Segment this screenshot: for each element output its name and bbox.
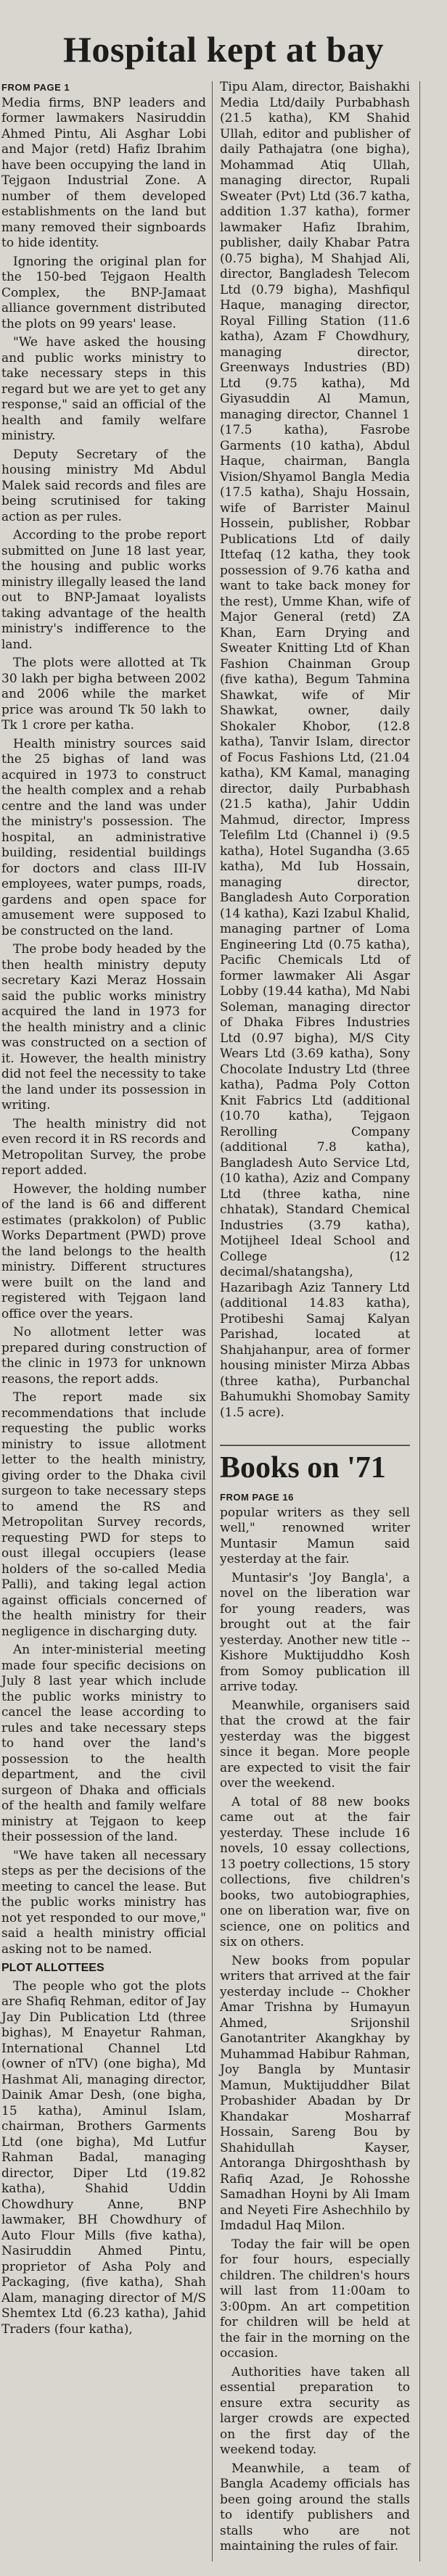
paragraph: New books from popular writers that arrived at the fair yesterday include -- Chokher Amar Trishna by Humayun Ahmed, Srijonshil Ganotantriter Akangkhay by Muhammad Habibur Rahman, Joy Bangla by Muntasir Mamun, Muktijuddher Bilat Probashider Abadan by Dr Khandakar Mosharraf Hossain, Sareng Bou by Shahidullah Kayser, Antoranga Dhirgoshthash by Rafiq Azad, Je Rohosshe Samadhan Hoyni by Ali Imam and Neyeti Fire Ashechhilo by Imdadul Haq Milon. xyxy=(220,1953,410,2233)
paragraph: popular writers as they sell well," renowned writer Muntasir Mamun said yesterday at the fair. xyxy=(220,1505,410,1566)
paragraph: Media firms, BNP leaders and former lawmakers Nasiruddin Ahmed Pintu, Ali Asghar Lobi and Major (retd) Hafiz Ibrahim have been occupying the land in Tejgaon Industrial Zone. A number of them developed establishments on the land but many removed their signboards to hide identity. xyxy=(1,95,206,250)
paragraph: Today the fair will be open for four hours, especially children. The children's hours will last from 11:00am to 3:00pm. An art competition for children will be held at the fair in the morning on the occasion. xyxy=(220,2237,410,2361)
column-divider xyxy=(212,81,213,2561)
paragraph: Muntasir's 'Joy Bangla', a novel on the liberation war for young readers, was brought out at the fair yesterday. Another new title -- Kishore Muktijuddho Kosh from Somoy publication ill arrive today. xyxy=(220,1570,410,1694)
paragraph: Health ministry sources said the 25 bighas of land was acquired in 1973 to construct the health complex and a rehab centre and the land was under the ministry's possession. The hospital, an administrative building, residential buildings for doctors and class III-IV employees, water pumps, roads, gardens and open space for amusement were supposed to be constructed on the land. xyxy=(1,736,206,938)
article-column-2 xyxy=(220,80,410,1424)
paragraph: Ignoring the original plan for the 150-bed Tejgaon Health Complex, the BNP-Jamaat alliance government distributed the plots on 99 years' lease. xyxy=(1,254,206,331)
headline: Hospital kept at bay xyxy=(62,28,384,70)
paragraph: According to the probe report submitted on June 18 last year, the housing and public works ministry illegally leased the land out to BNP-Jamaat loyalists taking advantage of the health ministry's indifference to the land. xyxy=(1,528,206,652)
paragraph: Authorities have taken all essential preparation to ensure extra security as larger crowds are expected on the first day of the weekend today. xyxy=(220,2364,410,2457)
books-article xyxy=(220,1450,410,2558)
section-divider xyxy=(220,1445,410,1446)
paragraph: "We have taken all necessary steps as per the decisions of the meeting to cancel the lease. But the public works ministry has not yet responded to our move," said a health ministry official asking not to be named. xyxy=(1,1848,206,1957)
paragraph: The probe body headed by the then health ministry deputy secretary Kazi Meraz Hossain said the public works ministry acquired the land in 1973 for the health ministry and a clinic was constructed on a section of it. However, the health ministry did not feel the necessity to take the land under its possession in writing. xyxy=(1,942,206,1112)
paragraph: No allotment letter was prepared during construction of the clinic in 1973 for unknown reasons, the report adds. xyxy=(1,1325,206,1387)
paragraph: The health ministry did not even record it in RS records and Metropolitan Survey, the probe report added. xyxy=(1,1116,206,1178)
paragraph: Deputy Secretary of the housing ministry Md Abdul Malek said records and files are being scrutinised for taking action as per rules. xyxy=(1,447,206,524)
books-headline: Books on '71 xyxy=(220,1451,386,1485)
right-edge-divider xyxy=(419,81,420,2561)
paragraph: The report made six recommendations that include requesting the public works ministry to issue allotment letter to the health ministry, giving order to the Dhaka civil surgeon to take necessary steps to amend the RS and Metropolitan Survey records, requesting PWD for steps to oust illegal occupiers (lease holders of the so-called Media Palli), and taking legal action against officials concerned of the health ministry for their negligence in discharging duty. xyxy=(1,1390,206,1639)
paragraph: Meanwhile, a team of Bangla Academy officials has been going around the stalls to identify publishers and stalls who are not maintaining the rules of fair. xyxy=(220,2461,410,2554)
paragraph: The people who got the plots are Shafiq Rehman, editor of Jay Jay Din Publication Ltd (three bighas), M Enayetur Rahman, International Channel Ltd (owner of nTV) (one bigha), Md Hashmat Ali, managing director, Dainik Amar Desh, (one bigha, 15 katha), Aminul Islam, chairman, Brothers Garments Ltd (one bigha), Md Lutfur Rahman Badal, managing director, Diper Ltd (19.82 katha), Shahid Uddin Chowdhury Anne, BNP lawmaker, BH Chowdhury of Auto Flour Mills (five katha), Nasiruddin Ahmed Pintu, proprietor of Asha Poly and Packaging, (five katha), Shah Alam, managing director of M/S Shemtex Ltd (6.23 katha), Jahid Traders (four katha), xyxy=(1,1978,206,2337)
paragraph: A total of 88 new books came out at the fair yesterday. These include 16 novels, 10 essay collections, 13 poetry collections, 15 story collections, five children's books, two autobiographies, one on liberation war, five on science, one on politics and six on others. xyxy=(220,1794,410,1949)
paragraph: The plots were allotted at Tk 30 lakh per bigha between 2002 and 2006 while the market price was around Tk 50 lakh to Tk 1 crore per katha. xyxy=(1,656,206,732)
paragraph: An inter-ministerial meeting made four specific decisions on July 8 last year which include the public works ministry to cancel the lease according to rules and take necessary steps to hand over the land's possession to the health department, and the civil surgeon of Dhaka and officials of the health and family welfare ministry at Tejgaon to keep their possession of the land. xyxy=(1,1643,206,1844)
article-column-1 xyxy=(1,80,206,2340)
dateline: FROM PAGE 1 xyxy=(1,82,70,93)
paragraph: However, the holding number of the land is 66 and different estimates (prakkolon) of Public Works Department (PWD) prove the land belongs to the health ministry. Different structures were built on the land and registered with Tejgaon land office over the years. xyxy=(1,1181,206,1321)
subhead-plot-allottees: PLOT ALLOTTEES xyxy=(1,1962,104,1974)
paragraph: Tipu Alam, director, Baishakhi Media Ltd/daily Purbabhash (21.5 katha), KM Shahid Ullah, editor and publisher of daily Pathajatra (one bigha), Mohammad Atiq Ullah, managing director, Rupali Sweater (Pvt) Ltd (36.7 katha, addition 1.37 katha), former lawmaker Hafiz Ibrahim, publisher, daily Khabar Patra (0.75 bigha), M Shahjad Ali, director, Bangladesh Telecom Ltd (0.79 bigha), Mashfiqul Haque, managing director, Royal Filling Station (11.6 katha), Azam F Chowdhury, managing director, Greenways Industries (BD) Ltd (9.75 katha), Md Giyasuddin Al Mamun, managing director, Channel 1 (17.5 katha), Fasrobe Garments (10 katha), Abdul Haque, chairman, Bangla Vision/Shyamol Bangla Media (17.5 katha), Shaju Hossain, wife of Barrister Mainul Hossein, publisher, Robbar Publications Ltd of daily Ittefaq (12 katha, they took possession of 9.76 katha and want to take back money for the rest), Umme Khan, wife of Major General (retd) ZA Khan, Earn Drying and Sweater Knitting Ltd of Khan Fashion Chainman Group (five katha), Begum Tahmina Shawkat, wife of Mir Shawkat, owner, daily Shokaler Khobor, (12.8 katha), Tanvir Islam, director of Focus Fashions Ltd, (21.04 katha), KM Kamal, managing director, daily Purbabhash (21.5 katha), Jahir Uddin Mahmud, director, Impress Telefilm Ltd (Channel i) (9.5 katha), Hotel Sugandha (3.65 katha), Md Iub Hossain, managing director, Bangladesh Auto Corporation (14 katha), Kazi Izabul Khalid, managing partner of Loma Engineering Ltd (0.75 katha), Pacific Chemicals Ltd of former lawmaker Ali Asgar Lobby (19.44 katha), Md Nabi Soleman, managing director of Dhaka Fibres Industries Ltd (0.97 bigha), M/S City Wears Ltd (3.69 katha), Sony Chocolate Industry Ltd (three katha), Padma Poly Cotton Knit Fabrics Ltd (additional (10.70 katha), Tejgaon Rerolling Company (additional 7.8 katha), Bangladesh Auto Service Ltd, (10 katha), Aziz and Company Ltd (three katha, nine chhatak), Standard Chemical Industries (3.79 katha), Motijheel Ideal School and College (12 decimal/shatangsha), Hazaribagh Aziz Tannery Ltd (additional 14.83 katha), Protibeshi Samaj Kalyan Parishad, located at Shahjahanpur, area of former housing minister Mirza Abbas (three katha), Purbanchal Bahumukhi Shomobay Samity (1.5 acre). xyxy=(220,80,410,1420)
paragraph: Meanwhile, organisers said that the crowd at the fair yesterday was the biggest since it began. More people are expected to visit the fair over the weekend. xyxy=(220,1698,410,1791)
paragraph: "We have asked the housing and public works ministry to take necessary steps in this regard but we are yet to get any response," said an official of the health and family welfare ministry. xyxy=(1,335,206,443)
books-dateline: FROM PAGE 16 xyxy=(220,1492,294,1503)
